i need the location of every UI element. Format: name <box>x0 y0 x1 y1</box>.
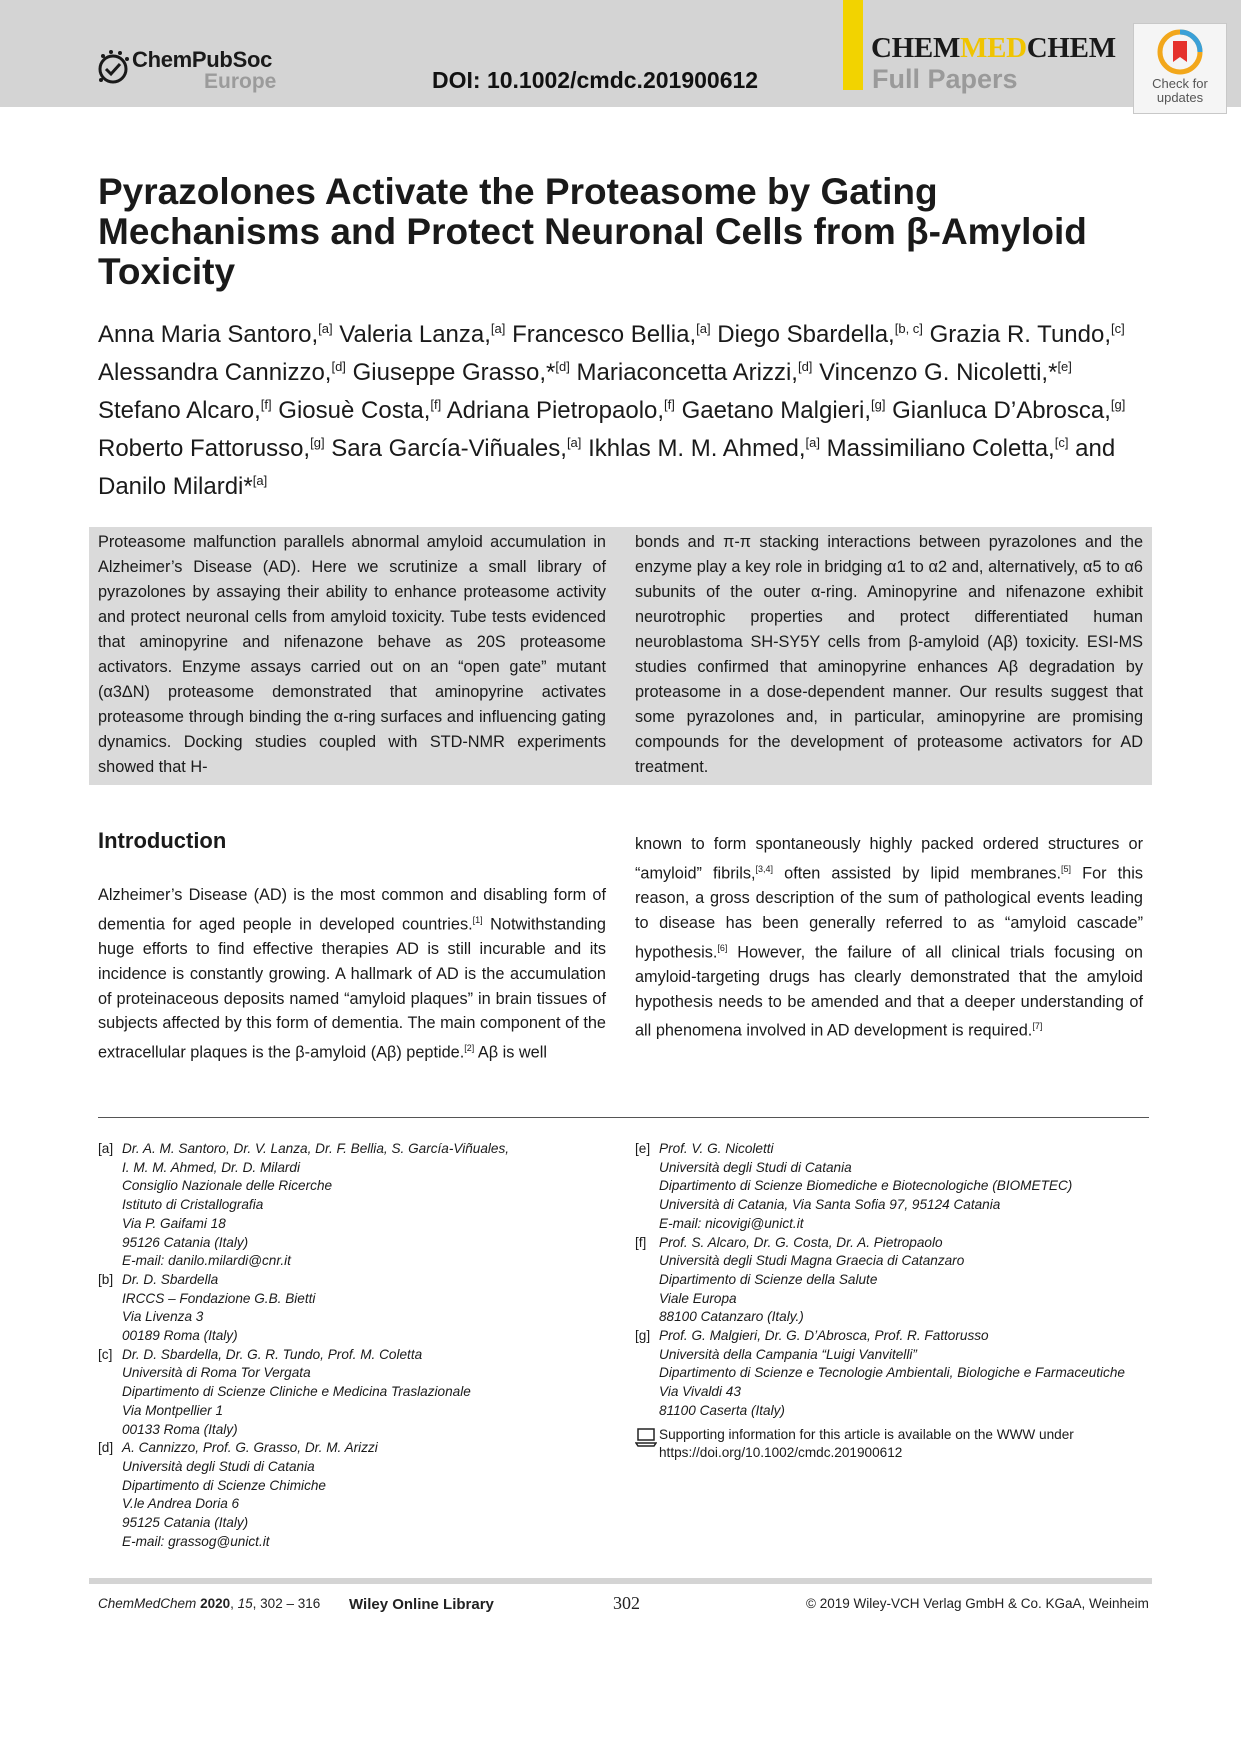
author-affiliation-mark: [a] <box>566 435 582 450</box>
affiliation-line: A. Cannizzo, Prof. G. Grasso, Dr. M. Arizzi <box>122 1440 378 1456</box>
author-affiliation-mark: [b, c] <box>894 321 923 336</box>
author-name: Vincenzo G. Nicoletti,* <box>819 359 1058 386</box>
affiliation-line: Istituto di Cristallografia <box>122 1197 264 1213</box>
affiliation-line: Via P. Gaifami 18 <box>122 1215 226 1231</box>
footer-citation: ChemMedChem 2020, 15, 302 – 316 <box>98 1596 321 1611</box>
author-name: Massimiliano Coletta, <box>826 435 1055 462</box>
affiliation-line: 81100 Caserta (Italy) <box>659 1402 785 1418</box>
body-text-run: Aβ is well <box>474 1043 547 1062</box>
author-affiliation-mark: [a] <box>318 321 333 336</box>
footer-volume: 15 <box>237 1596 253 1611</box>
author-affiliation-mark: [g] <box>310 435 325 450</box>
affiliation-line: Dipartimento di Scienze della Salute <box>659 1271 878 1287</box>
author-affiliation-mark: [g] <box>871 397 886 412</box>
check-for-updates-text <box>1134 77 1226 105</box>
affiliation-line: Dr. A. M. Santoro, Dr. V. Lanza, Dr. F. Bellia, S. García-Viñuales, <box>122 1141 510 1156</box>
author-name: Gaetano Malgieri, <box>681 397 871 424</box>
author-name: and Danilo Milardi* <box>98 435 1116 500</box>
supporting-info-text: Supporting information for this article is available on the WWW under <box>659 1426 1074 1442</box>
body-text-run: For this reason, a gross description of the sum of pathological events leading to disease has been generally referred to as “amyloid cascade” hypothesis. <box>635 864 1143 962</box>
author-name: Alessandra Cannizzo, <box>98 359 332 386</box>
affiliation-line: Via Vivaldi 43 <box>659 1384 741 1400</box>
affiliation-line: Università di Catania, Via Santa Sofia 97, 95124 Catania <box>659 1197 1001 1213</box>
abstract-right-column: bonds and π-π stacking interactions between pyrazolones and the enzyme play a key role in bridging α1 to α2 and, alternatively, α5 to α6 subunits of the outer α-ring. Aminopyrine and nifenazone exhibit neurotrophic properties and protect differentiated human neuroblastoma SH-SY5Y cells from β-amyloid (Aβ) toxicity. ESI-MS studies confirmed that aminopyrine enhances Aβ degradation by proteasome in a dose-dependent manner. Our results suggest that some pyrazolones and, in particular, aminopyrine are promising compounds for the development of proteasome activators for AD treatment. <box>635 533 1143 776</box>
doi-label: DOI: 10.1002/cmdc.201900612 <box>432 67 759 93</box>
affiliations-right-list <box>635 1140 1145 1421</box>
affiliation-line: 00189 Roma (Italy) <box>122 1328 238 1344</box>
affiliation-line: 88100 Catanzaro (Italy.) <box>659 1309 804 1325</box>
body-text-run: Alzheimer’s Disease (AD) is the most common and disabling form of dementia for aged people in developed countries. <box>98 886 606 934</box>
affiliation-line: Università di Roma Tor Vergata <box>122 1365 311 1381</box>
logo-text-top: ChemPubSoc <box>132 47 273 72</box>
body-text-run: known to form spontaneously highly packed ordered structures or “amyloid” fibrils, <box>635 835 1143 883</box>
supporting-info-note <box>635 1426 1145 1463</box>
affiliation-line: 95125 Catania (Italy) <box>122 1515 249 1531</box>
check-text-line-2: updates <box>1156 90 1204 105</box>
page-number: 302 <box>613 1593 640 1613</box>
intro-right-column <box>635 832 1143 1044</box>
affiliation-email[interactable]: E-mail: grassog@unict.it <box>122 1533 270 1549</box>
affiliation-tag: [c] <box>98 1346 113 1362</box>
affiliation-entry <box>635 1327 1145 1421</box>
article-title: Pyrazolones Activate the Proteasome by Gating Mechanisms and Protect Neuronal Cells from β-Amyloid Toxicity <box>98 171 1087 292</box>
author-name: Anna Maria Santoro, <box>98 321 319 348</box>
footer-journal: ChemMedChem <box>98 1596 197 1611</box>
abstract-left-column: Proteasome malfunction parallels abnormal amyloid accumulation in Alzheimer’s Disease (AD). Here we scrutinize a small library of pyrazolones by assaying their ability to enhance proteasome activity and protect neuronal cells from amyloid toxicity. Tube tests evidenced that aminopyrine and nifenazone behave as 20S proteasome activators. Enzyme assays carried out on an “open gate” mutant (α3ΔN) proteasome demonstrated that aminopyrine activates proteasome through binding the α-ring surfaces and influencing gating dynamics. Docking studies coupled with STD-NMR experiments showed that H- <box>98 533 606 776</box>
affiliation-tag: [a] <box>98 1141 114 1156</box>
affiliation-line: Prof. V. G. Nicoletti <box>659 1141 774 1156</box>
affiliations-right <box>635 1140 1145 1463</box>
author-affiliation-mark: [a] <box>805 435 820 450</box>
affiliation-line: 00133 Roma (Italy) <box>122 1421 238 1437</box>
affiliation-entry <box>98 1271 618 1346</box>
affiliation-tag: [e] <box>635 1141 651 1156</box>
copyright-notice: © 2019 Wiley-VCH Verlag GmbH & Co. KGaA, Weinheim <box>806 1596 1149 1611</box>
citation-mark[interactable]: [1] <box>472 914 483 925</box>
affiliation-line: Dipartimento di Scienze Chimiche <box>122 1477 326 1493</box>
affiliation-line: 95126 Catania (Italy) <box>122 1234 249 1250</box>
body-text-run: However, the failure of all clinical trials focusing on amyloid-targeting drugs has clearly demonstrated that the amyloid hypothesis needs to be amended and that a deeper understanding of all phenomena involved in AD development is required. <box>635 943 1143 1040</box>
check-for-updates-badge[interactable] <box>1133 23 1227 114</box>
affiliation-line: Università della Campania “Luigi Vanvitelli” <box>659 1346 917 1362</box>
affiliation-line: IRCCS – Fondazione G.B. Bietti <box>122 1290 316 1306</box>
affiliation-line: Dipartimento di Scienze Cliniche e Medicina Traslazionale <box>122 1384 471 1400</box>
bookmark-ring-icon <box>1156 28 1204 76</box>
affiliation-entry <box>98 1439 618 1551</box>
citation-mark[interactable]: [6] <box>717 942 728 953</box>
body-text-run: often assisted by lipid membranes. <box>773 864 1062 883</box>
affiliation-tag: [d] <box>98 1440 114 1456</box>
journal-accent-bar <box>843 0 863 90</box>
affiliation-tag: [f] <box>635 1234 647 1250</box>
author-affiliation-mark: [d] <box>331 359 346 374</box>
citation-mark[interactable]: [7] <box>1032 1021 1043 1032</box>
affiliation-line: Viale Europa <box>659 1290 737 1306</box>
wiley-online-library-label[interactable]: Wiley Online Library <box>349 1596 494 1613</box>
affiliation-line: Dipartimento di Scienze e Tecnologie Ambientali, Biologiche e Farmaceutiche <box>659 1365 1125 1381</box>
affiliation-line: Università degli Studi di Catania <box>122 1458 315 1474</box>
author-affiliation-mark: [e] <box>1057 359 1072 374</box>
citation-mark[interactable]: [3,4] <box>755 863 774 874</box>
author-name: Diego Sbardella, <box>717 321 895 348</box>
citation-mark[interactable]: [2] <box>464 1043 475 1054</box>
affiliation-line: I. M. M. Ahmed, Dr. D. Milardi <box>122 1159 300 1175</box>
section-heading-introduction: Introduction <box>98 828 227 853</box>
affiliation-line: Università degli Studi Magna Graecia di Catanzaro <box>659 1253 965 1269</box>
computer-icon <box>635 1428 657 1448</box>
affiliation-line: Via Livenza 3 <box>122 1309 204 1325</box>
author-list <box>98 313 1158 503</box>
affiliation-tag: [b] <box>98 1271 114 1287</box>
affiliation-line: Università degli Studi di Catania <box>659 1159 852 1175</box>
affiliation-line: Via Montpellier 1 <box>122 1402 224 1418</box>
citation-mark[interactable]: [5] <box>1061 863 1072 874</box>
author-name: Stefano Alcaro, <box>98 397 261 424</box>
logo-text-bottom: Europe <box>204 70 277 93</box>
affiliation-line: Prof. S. Alcaro, Dr. G. Costa, Dr. A. Pietropaolo <box>659 1234 943 1250</box>
author-name: Giosuè Costa, <box>278 397 431 424</box>
globe-stars-icon <box>98 47 132 89</box>
footnote-divider <box>98 1117 1149 1118</box>
author-name: Adriana Pietropaolo, <box>446 397 665 424</box>
author-affiliation-mark: [a] <box>696 321 711 336</box>
affiliation-email[interactable]: E-mail: danilo.milardi@cnr.it <box>122 1253 291 1269</box>
author-name: Sara García-Viñuales, <box>331 435 567 462</box>
affiliation-entry <box>98 1346 618 1440</box>
footer-rule <box>89 1578 1152 1584</box>
affiliations-left <box>98 1140 618 1551</box>
affiliation-email[interactable]: E-mail: nicovigi@unict.it <box>659 1215 804 1231</box>
author-name: Roberto Fattorusso, <box>98 435 311 462</box>
author-affiliation-mark: [f] <box>664 397 675 412</box>
journal-title-chem-1: CHEM <box>871 32 961 64</box>
affiliation-line: V.le Andrea Doria 6 <box>122 1496 240 1512</box>
author-name: Francesco Bellia, <box>512 321 697 348</box>
author-name: Ikhlas M. M. Ahmed, <box>588 435 806 462</box>
journal-title-med: MED <box>960 32 1027 64</box>
footer-year: 2020 <box>200 1596 231 1611</box>
footer-pages: 302 – 316 <box>260 1596 321 1611</box>
affiliation-line: Consiglio Nazionale delle Ricerche <box>122 1178 333 1194</box>
affiliation-entry <box>635 1234 1145 1328</box>
author-affiliation-mark: [c] <box>1111 321 1125 336</box>
author-affiliation-mark: [d] <box>797 359 813 374</box>
author-name: Gianluca D’Abrosca, <box>892 397 1111 424</box>
author-affiliation-mark: [g] <box>1110 397 1126 412</box>
journal-title <box>871 32 1116 65</box>
author-name: Giuseppe Grasso,* <box>352 359 556 386</box>
intro-left-column <box>98 883 606 1065</box>
journal-title-chem-2: CHEM <box>1026 32 1116 64</box>
affiliation-line: Dr. D. Sbardella <box>122 1271 219 1287</box>
author-name: Grazia R. Tundo, <box>929 321 1112 348</box>
affiliation-entry <box>98 1140 618 1271</box>
author-affiliation-mark: [c] <box>1054 435 1069 450</box>
affiliation-entry <box>635 1140 1145 1234</box>
author-affiliation-mark: [f] <box>430 397 442 412</box>
author-name: Valeria Lanza, <box>339 321 491 348</box>
author-affiliation-mark: [d] <box>555 359 570 374</box>
affiliation-line: Dipartimento di Scienze Biomediche e Biotecnologiche (BIOMETEC) <box>659 1178 1073 1194</box>
check-text-line-1: Check for <box>1152 76 1208 91</box>
supporting-info-link[interactable]: https://doi.org/10.1002/cmdc.201900612 <box>659 1445 903 1461</box>
affiliation-line: Dr. D. Sbardella, Dr. G. R. Tundo, Prof. M. Coletta <box>122 1346 423 1362</box>
body-text-run: Notwithstanding huge efforts to find effective therapies AD is still incurable and its incidence is constantly growing. A hallmark of AD is the accumulation of proteinaceous deposits named “amyloid plaques” in brain tissues of subjects affected by this form of dementia. The main component of the extracellular plaques is the β-amyloid (Aβ) peptide. <box>98 915 606 1062</box>
affiliation-line: Prof. G. Malgieri, Dr. G. D’Abrosca, Prof. R. Fattorusso <box>659 1328 989 1344</box>
chempubsoc-logo <box>98 45 298 97</box>
affiliation-tag: [g] <box>635 1328 651 1344</box>
author-affiliation-mark: [a] <box>490 321 506 336</box>
article-type-label: Full Papers <box>872 64 1018 94</box>
author-affiliation-mark: [f] <box>260 397 272 412</box>
author-affiliation-mark: [a] <box>252 473 268 488</box>
author-name: Mariaconcetta Arizzi, <box>576 359 798 386</box>
